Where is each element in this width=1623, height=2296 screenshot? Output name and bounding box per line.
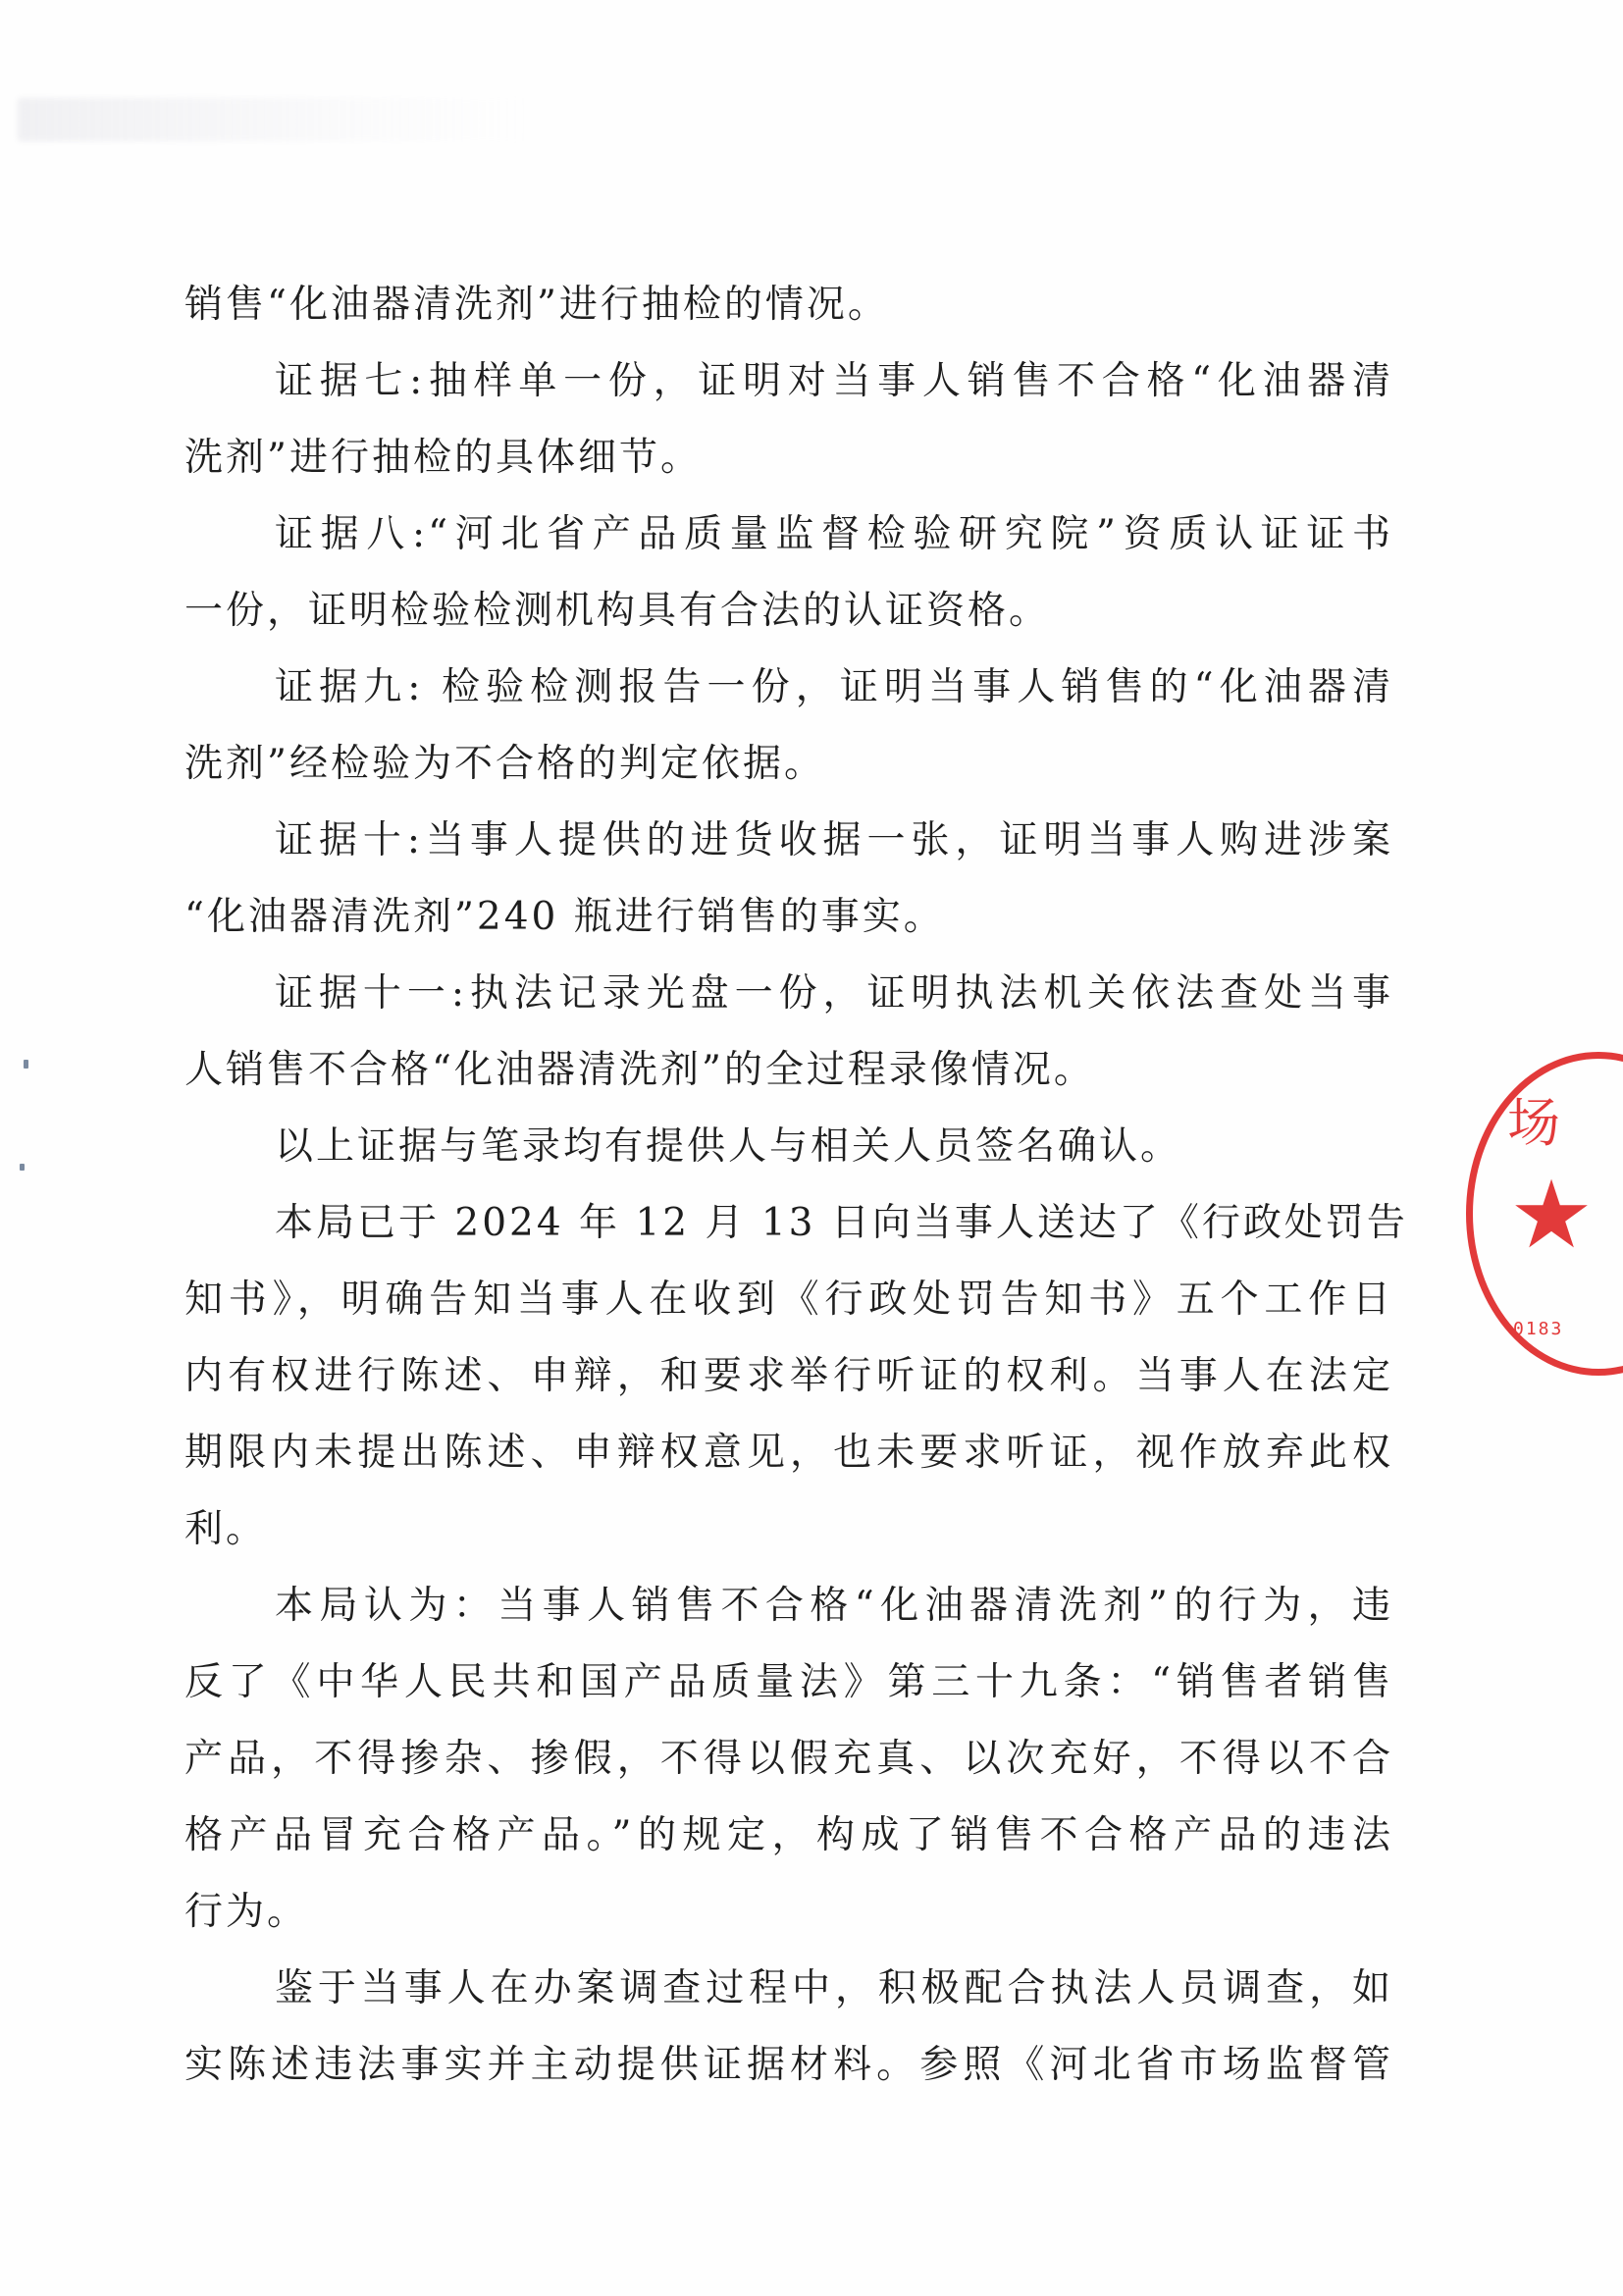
text-line: 格产品冒充合格产品。”的规定，构成了销售不合格产品的违法 [184, 1813, 1393, 1857]
text-line: 反了《中华人民共和国产品质量法》第三十九条：“销售者销售 [184, 1660, 1393, 1704]
text-line: 洗剂”经检验为不合格的判定依据。 [184, 742, 825, 786]
text-line: 洗剂”进行抽检的具体细节。 [184, 436, 702, 480]
seal-character: 场 [1507, 1092, 1560, 1154]
text-line: 证据七:抽样单一份，证明对当事人销售不合格“化油器清 [275, 359, 1393, 403]
text-line: 销售“化油器清洗剂”进行抽检的情况。 [184, 283, 889, 327]
text-line: 证据十:当事人提供的进货收据一张，证明当事人购进涉案 [275, 818, 1393, 862]
official-seal [1466, 1052, 1623, 1385]
text-line: 行为。 [184, 1890, 309, 1934]
text-line: 鉴于当事人在办案调查过程中，积极配合执法人员调查，如 [275, 1966, 1393, 2010]
document-body [184, 267, 1408, 2104]
text-line: 一份，证明检验检测机构具有合法的认证资格。 [184, 589, 1051, 633]
text-line: 证据八:“河北省产品质量监督检验研究院”资质认证证书 [275, 512, 1393, 556]
text-line: 实陈述违法事实并主动提供证据材料。参照《河北省市场监督管 [184, 2043, 1393, 2087]
text-line: 本局已于 2024 年 12 月 13 日向当事人送达了《行政处罚告 [275, 1201, 1408, 1245]
scan-smudge [18, 98, 528, 141]
seal-number: 0183 [1513, 1319, 1564, 1339]
seal-star-icon: ★ [1509, 1160, 1595, 1270]
text-line: 产品，不得掺杂、掺假，不得以假充真、以次充好，不得以不合 [184, 1737, 1393, 1781]
text-line: 内有权进行陈述、申辩，和要求举行听证的权利。当事人在法定 [184, 1354, 1393, 1398]
text-line: 期限内未提出陈述、申辩权意见，也未要求听证，视作放弃此权 [184, 1431, 1393, 1475]
text-line: 利。 [184, 1507, 268, 1551]
margin-dot [20, 1164, 25, 1171]
text-line: 知书》，明确告知当事人在收到《行政处罚告知书》五个工作日 [184, 1278, 1393, 1322]
text-line: 人销售不合格“化油器清洗剂”的全过程录像情况。 [184, 1048, 1095, 1092]
text-line: 证据九: 检验检测报告一份，证明当事人销售的“化油器清 [275, 665, 1393, 709]
text-line: “化油器清洗剂”240 瓶进行销售的事实。 [184, 895, 945, 939]
text-line: 以上证据与笔录均有提供人与相关人员签名确认。 [275, 1124, 1182, 1169]
text-line: 证据十一:执法记录光盘一份，证明执法机关依法查处当事 [275, 971, 1393, 1016]
text-line: 本局认为：当事人销售不合格“化油器清洗剂”的行为，违 [275, 1584, 1393, 1628]
margin-dot [24, 1060, 28, 1069]
